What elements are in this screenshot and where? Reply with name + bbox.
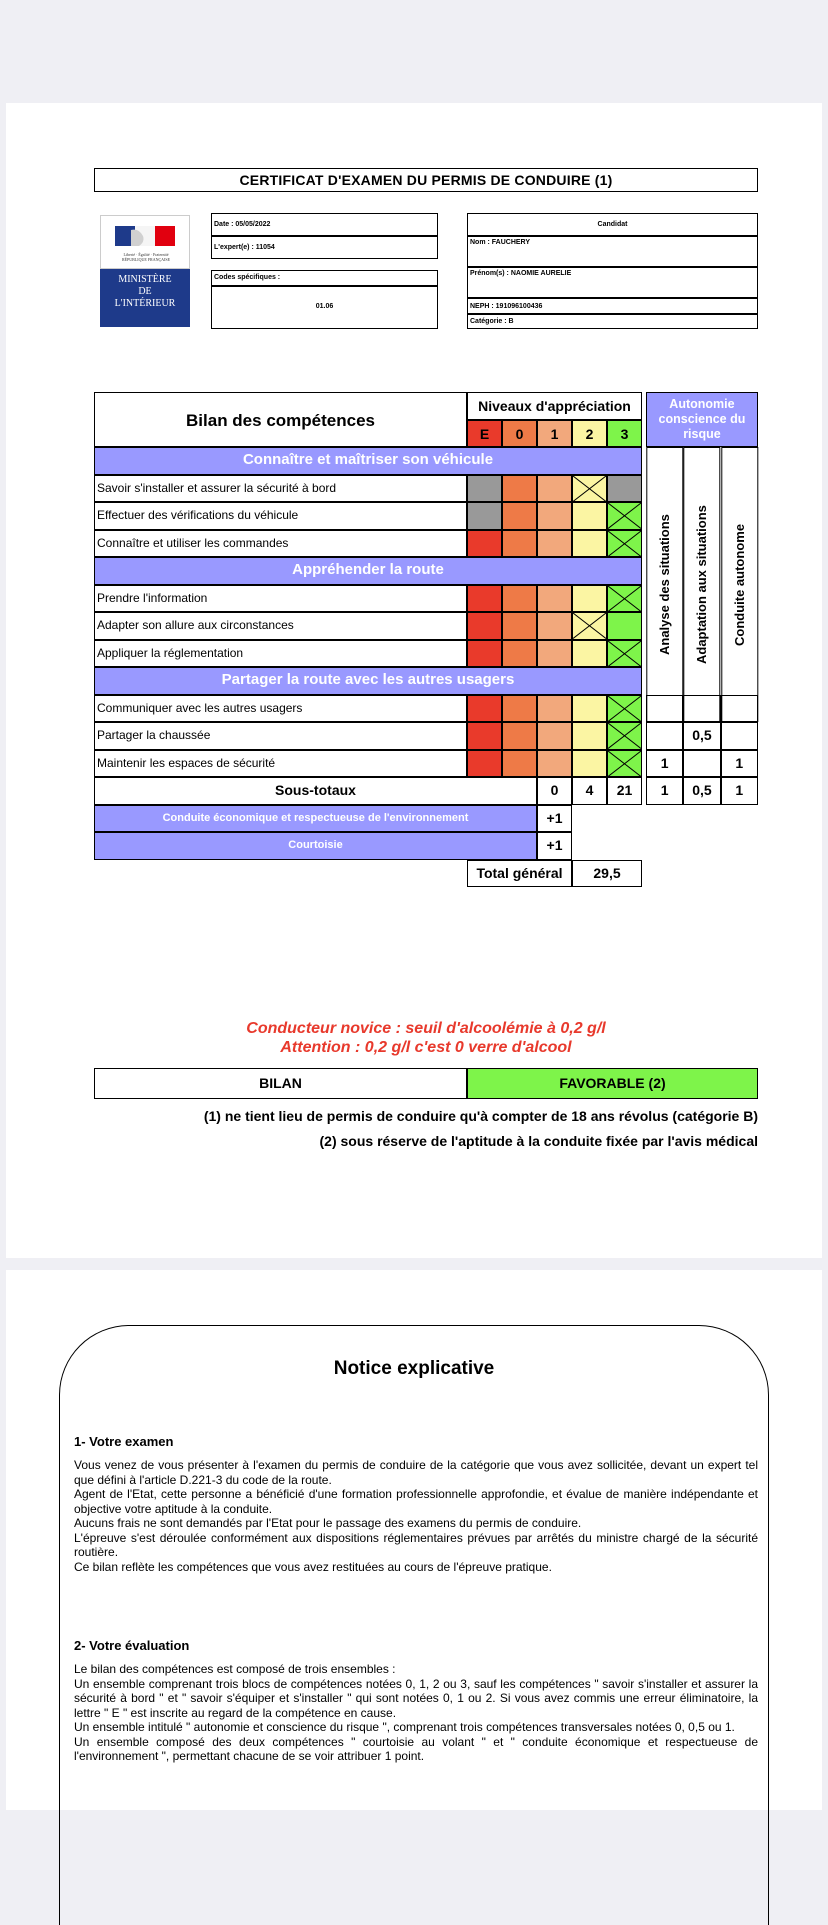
autonomy-header: Autonomie conscience du risque xyxy=(646,392,758,447)
level-cell-3 xyxy=(607,530,642,558)
candidate-prenom: Prénom(s) : NAOMIE AURELIE xyxy=(467,267,758,298)
level-cell-1 xyxy=(537,585,572,613)
codes-value: 01.06 xyxy=(211,286,438,329)
subtotals-label: Sous-totaux xyxy=(94,777,537,805)
level-cell-E xyxy=(467,640,502,668)
check-cross-icon xyxy=(608,696,641,722)
competence-label: Adapter son allure aux circonstances xyxy=(94,612,467,640)
autonomy-score: 0,5 xyxy=(683,722,720,750)
autonomy-subtotal: 1 xyxy=(646,777,683,805)
level-cell-0 xyxy=(502,530,537,558)
republic-motto: Liberté · Égalité · Fraternité RÉPUBLIQUE FRANÇAISE xyxy=(121,252,171,262)
footnote-1: (1) ne tient lieu de permis de conduire qu'à compter de 18 ans révolus (catégorie B) xyxy=(203,1108,758,1124)
marianne-flag-icon xyxy=(100,215,190,269)
level-header-0: 0 xyxy=(502,420,537,448)
autonomy-score: 1 xyxy=(721,750,758,778)
level-cell-3 xyxy=(607,640,642,668)
level-cell-1 xyxy=(537,530,572,558)
check-cross-icon xyxy=(608,503,641,529)
level-cell-3 xyxy=(607,502,642,530)
level-cell-2 xyxy=(572,640,607,668)
notice-frame xyxy=(59,1325,769,1925)
competence-label: Appliquer la réglementation xyxy=(94,640,467,668)
check-cross-icon xyxy=(608,751,641,777)
level-cell-2 xyxy=(572,695,607,723)
level-cell-2 xyxy=(572,475,607,503)
level-cell-E xyxy=(467,695,502,723)
level-cell-1 xyxy=(537,695,572,723)
date-field: Date : 05/05/2022 xyxy=(211,213,438,236)
level-cell-3 xyxy=(607,585,642,613)
bilan-result: FAVORABLE (2) xyxy=(467,1068,758,1099)
autonomy-column-header: Adaptation aux situations xyxy=(683,447,720,722)
level-header-E: E xyxy=(467,420,502,448)
ministry-name: MINISTÈRE DE L'INTÉRIEUR xyxy=(100,269,190,327)
bonus-value: +1 xyxy=(537,805,572,833)
candidate-header: Candidat xyxy=(467,213,758,236)
autonomy-column-header: Analyse des situations xyxy=(646,447,683,722)
section-header: Connaître et maîtriser son véhicule xyxy=(94,447,642,475)
expert-field: L'expert(e) : 11054 xyxy=(211,236,438,259)
candidate-categorie: Catégorie : B xyxy=(467,314,758,329)
section-header: Appréhender la route xyxy=(94,557,642,585)
subtotal-value: 0 xyxy=(537,777,572,805)
section-1-text: Vous venez de vous présenter à l'examen du permis de conduire de la catégorie que vous avez sollicitée, devant un expert tel que défini à l'article D.221-3 du code de la route. Agent de l'Etat, cette personne a bénéficié d'une formation professionnelle approfondie, et évalue de manière indépendante et objective votre aptitude à la conduite. Aucuns frais ne sont demandés par l'Etat pour le passage des examens du permis de conduire. L'épreuve s'est déroulée conformément aux dispositions réglementaires prévues par arrêtés du ministre chargé de la sécurité routière. Ce bilan reflète les compétences que vous avez restituées au cours de l'épreuve pratique. xyxy=(74,1458,758,1574)
autonomy-score xyxy=(721,722,758,750)
competence-label: Connaître et utiliser les commandes xyxy=(94,530,467,558)
alcohol-warning-line1: Conducteur novice : seuil d'alcoolémie à 0,2 g/l xyxy=(246,1020,606,1037)
competence-label: Communiquer avec les autres usagers xyxy=(94,695,467,723)
level-header-3: 3 xyxy=(607,420,642,448)
level-cell-E xyxy=(467,722,502,750)
level-cell-0 xyxy=(502,722,537,750)
bonus-value: +1 xyxy=(537,832,572,860)
level-cell-2 xyxy=(572,722,607,750)
level-cell-1 xyxy=(537,640,572,668)
section-2-text: Le bilan des compétences est composé de trois ensembles : Un ensemble comprenant trois blocs de compétences notées 0, 1, 2 ou 3, sauf les compétences " savoir s'installer et assurer la sécurité à bord " et " savoir s'équiper et s'installer " qui sont notées 0, 1 ou 2. Si vous avez commis une erreur éliminatoire, la lettre " E " est inscrite au regard de la compétence en cause. Un ensemble intitulé " autonomie et conscience du risque ", comprenant trois compétences transversales notées 0, 0,5 ou 1. Un ensemble composé des deux compétences " courtoisie au volant " et " conduite économique et respectueuse de l'environnement ", permettant chacune de se voir attribuer 1 point. xyxy=(74,1662,758,1763)
level-header-1: 1 xyxy=(537,420,572,448)
level-cell-E xyxy=(467,502,502,530)
section-header: Partager la route avec les autres usagers xyxy=(94,667,642,695)
total-value: 29,5 xyxy=(572,860,642,888)
check-cross-icon xyxy=(608,641,641,667)
level-cell-2 xyxy=(572,502,607,530)
level-cell-3 xyxy=(607,612,642,640)
check-cross-icon xyxy=(608,723,641,749)
level-cell-3 xyxy=(607,750,642,778)
candidate-neph: NEPH : 191096100436 xyxy=(467,298,758,314)
autonomy-column-header: Conduite autonome xyxy=(721,447,758,722)
level-cell-0 xyxy=(502,612,537,640)
total-label: Total général xyxy=(467,860,572,888)
check-cross-icon xyxy=(573,613,606,639)
level-cell-E xyxy=(467,530,502,558)
level-cell-0 xyxy=(502,695,537,723)
level-cell-2 xyxy=(572,750,607,778)
level-cell-2 xyxy=(572,530,607,558)
competence-label: Savoir s'installer et assurer la sécurité à bord xyxy=(94,475,467,503)
bilan-label: BILAN xyxy=(94,1068,467,1099)
candidate-nom: Nom : FAUCHERY xyxy=(467,236,758,267)
section-1-title: 1- Votre examen xyxy=(74,1434,174,1449)
bonus-label: Courtoisie xyxy=(94,832,537,860)
certificate-title: CERTIFICAT D'EXAMEN DU PERMIS DE CONDUIRE (1) xyxy=(94,168,758,192)
autonomy-subtotal: 1 xyxy=(721,777,758,805)
level-cell-0 xyxy=(502,475,537,503)
level-cell-E xyxy=(467,612,502,640)
level-cell-1 xyxy=(537,612,572,640)
section-2-title: 2- Votre évaluation xyxy=(74,1638,190,1653)
level-cell-0 xyxy=(502,640,537,668)
check-cross-icon xyxy=(608,586,641,612)
level-cell-E xyxy=(467,475,502,503)
autonomy-score xyxy=(646,722,683,750)
competence-label: Partager la chaussée xyxy=(94,722,467,750)
autonomy-subtotal: 0,5 xyxy=(683,777,720,805)
level-cell-0 xyxy=(502,585,537,613)
competence-label: Maintenir les espaces de sécurité xyxy=(94,750,467,778)
level-cell-3 xyxy=(607,722,642,750)
competence-label: Effectuer des vérifications du véhicule xyxy=(94,502,467,530)
level-cell-2 xyxy=(572,585,607,613)
levels-header: Niveaux d'appréciation xyxy=(467,392,642,420)
level-cell-3 xyxy=(607,475,642,503)
codes-label: Codes spécifiques : xyxy=(211,270,438,286)
subtotal-value: 21 xyxy=(607,777,642,805)
level-cell-1 xyxy=(537,502,572,530)
check-cross-icon xyxy=(608,531,641,557)
bonus-label: Conduite économique et respectueuse de l'environnement xyxy=(94,805,537,833)
notice-page xyxy=(6,1270,822,1810)
subtotal-value: 4 xyxy=(572,777,607,805)
level-cell-0 xyxy=(502,502,537,530)
level-header-2: 2 xyxy=(572,420,607,448)
autonomy-score xyxy=(683,750,720,778)
level-cell-1 xyxy=(537,750,572,778)
competence-label: Prendre l'information xyxy=(94,585,467,613)
level-cell-E xyxy=(467,750,502,778)
notice-title: Notice explicative xyxy=(333,1358,495,1379)
level-cell-0 xyxy=(502,750,537,778)
ministry-logo xyxy=(100,215,190,327)
alcohol-warning-line2: Attention : 0,2 g/l c'est 0 verre d'alcool xyxy=(280,1039,572,1056)
footnote-2: (2) sous réserve de l'aptitude à la conduite fixée par l'avis médical xyxy=(319,1133,758,1149)
level-cell-1 xyxy=(537,722,572,750)
level-cell-1 xyxy=(537,475,572,503)
level-cell-E xyxy=(467,585,502,613)
certificate-page xyxy=(6,103,822,1258)
level-cell-2 xyxy=(572,612,607,640)
autonomy-score: 1 xyxy=(646,750,683,778)
level-cell-3 xyxy=(607,695,642,723)
competences-title: Bilan des compétences xyxy=(94,392,467,447)
check-cross-icon xyxy=(573,476,606,502)
